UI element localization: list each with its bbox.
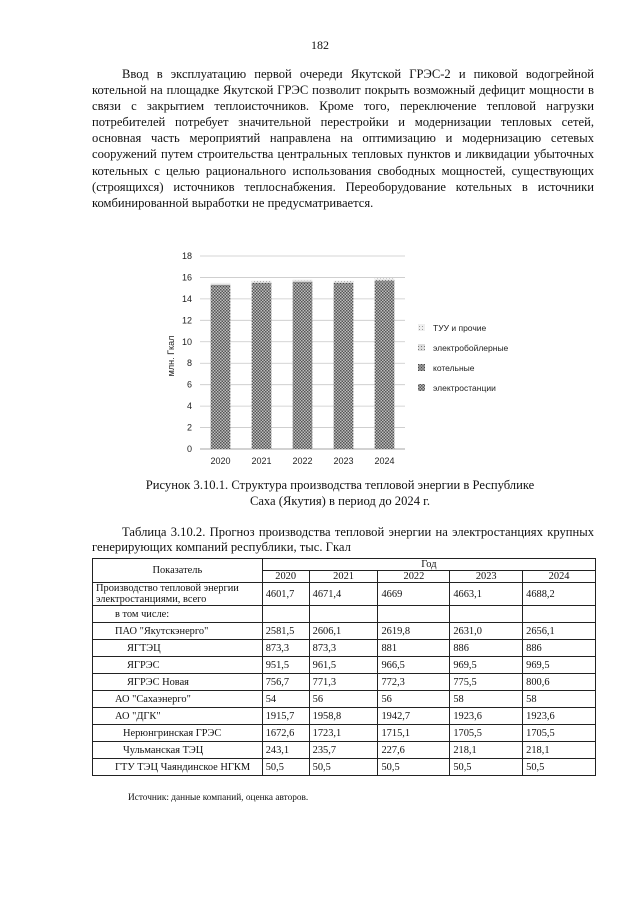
x-tick-label: 2020 <box>210 456 231 466</box>
cell-2022: 50,5 <box>378 759 450 776</box>
legend-label: ТУУ и прочие <box>433 323 487 333</box>
table-row <box>93 606 596 623</box>
cell-2023: 886 <box>450 640 523 657</box>
table-header-row <box>93 559 596 571</box>
cell-2022: 881 <box>378 640 450 657</box>
row-label: ПАО "Якутскэнерго" <box>93 623 263 640</box>
header-year-2024: 2024 <box>523 571 596 583</box>
table-row <box>93 583 596 606</box>
legend-label: электробойлерные <box>433 343 509 353</box>
cell-2021: 50,5 <box>309 759 378 776</box>
table-row <box>93 640 596 657</box>
cell-2023: 2631,0 <box>450 623 523 640</box>
cell-2020: 1672,6 <box>262 725 309 742</box>
bar-segment-электростанции <box>293 285 313 449</box>
cell-2023: 50,5 <box>450 759 523 776</box>
cell-2021: 1723,1 <box>309 725 378 742</box>
table-row <box>93 623 596 640</box>
cell-2024: 218,1 <box>523 742 596 759</box>
y-axis-label: млн. Гкал <box>166 335 176 377</box>
row-label: Чульманская ТЭЦ <box>93 742 263 759</box>
bar-segment-электростанции <box>252 286 272 449</box>
bar-segment-электростанции <box>334 286 354 449</box>
cell-2020 <box>262 606 309 623</box>
header-indicator: Показатель <box>93 559 263 583</box>
x-tick-label: 2023 <box>333 456 354 466</box>
legend-swatch <box>418 344 425 351</box>
page-number: 182 <box>311 38 329 52</box>
bar-segment-котельные <box>334 283 354 286</box>
row-label: Производство тепловой энергии электростанциями, всего <box>93 583 263 606</box>
cell-2021: 873,3 <box>309 640 378 657</box>
cell-2023 <box>450 606 523 623</box>
x-tick-label: 2021 <box>251 456 272 466</box>
cell-2024: 969,5 <box>523 657 596 674</box>
heat-production-table <box>92 558 596 776</box>
legend-label: электростанции <box>433 383 496 393</box>
bar-segment-электробойлерные <box>334 282 354 283</box>
bar-segment-электростанции <box>375 284 395 449</box>
cell-2022: 4669 <box>378 583 450 606</box>
cell-2020: 951,5 <box>262 657 309 674</box>
y-tick-label: 18 <box>181 251 192 261</box>
figure-caption-line-2: Саха (Якутия) в период до 2024 г. <box>249 494 431 508</box>
cell-2021: 2606,1 <box>309 623 378 640</box>
row-label: ЯГРЭС Новая <box>93 674 263 691</box>
table-row <box>93 674 596 691</box>
bar-segment-ТУУ-и-прочие <box>375 279 395 280</box>
header-year: Год <box>262 559 595 571</box>
cell-2022: 56 <box>378 691 450 708</box>
cell-2021 <box>309 606 378 623</box>
source-note: Источник: данные компаний, оценка авторов. <box>128 793 309 803</box>
y-tick-label: 4 <box>186 401 192 412</box>
body-paragraph: Ввод в эксплуатацию первой очереди Якутской ГРЭС-2 и пиковой водогрейной котельной на площадке Якутской ГРЭС позволит покрыть возможный дефицит мощности в связи с закрытием теплоисточников. Кроме того, переключение тепловой нагрузки потребителей потребует значительной перестройки и модернизации тепловых сетей, основная часть мероприятий направлена на оптимизацию и модернизацию сетевых сооружений путем строительства центральных тепловых пунктов и ликвидации убыточных котельных с целью рационального использования свободных мощностей, существующих (строящихся) источников теплоснабжения. Переоборудование котельных в источники комбинированной выработки не предусматривается. <box>92 67 594 210</box>
cell-2023: 4663,1 <box>450 583 523 606</box>
cell-2021: 771,3 <box>309 674 378 691</box>
cell-2021: 235,7 <box>309 742 378 759</box>
cell-2020: 756,7 <box>262 674 309 691</box>
y-tick-label: 8 <box>186 358 192 369</box>
legend-swatch <box>418 364 425 371</box>
cell-2023: 775,5 <box>450 674 523 691</box>
cell-2024 <box>523 606 596 623</box>
bar-segment-котельные <box>375 281 395 284</box>
bar-segment-котельные <box>293 282 313 285</box>
row-label: ЯГРЭС <box>93 657 263 674</box>
header-year-2021: 2021 <box>309 571 378 583</box>
row-label: Нерюнгринская ГРЭС <box>93 725 263 742</box>
cell-2022: 227,6 <box>378 742 450 759</box>
table-row <box>93 708 596 725</box>
bar-segment-ТУУ-и-прочие <box>293 280 313 281</box>
bar-segment-электробойлерные <box>375 280 395 281</box>
table-caption: Таблица 3.10.2. Прогноз производства тепловой энергии на электростанциях крупных генерирующих компаний республики, тыс. Гкал <box>92 525 594 554</box>
bar-segment-ТУУ-и-прочие <box>334 281 354 282</box>
cell-2021: 961,5 <box>309 657 378 674</box>
cell-2022: 1715,1 <box>378 725 450 742</box>
cell-2020: 1915,7 <box>262 708 309 725</box>
cell-2020: 50,5 <box>262 759 309 776</box>
header-year-2020: 2020 <box>262 571 309 583</box>
legend-label: котельные <box>433 363 475 373</box>
table-row <box>93 657 596 674</box>
cell-2023: 1923,6 <box>450 708 523 725</box>
figure-caption-line-1: Рисунок 3.10.1. Структура производства тепловой энергии в Республике <box>145 478 535 492</box>
cell-2021: 56 <box>309 691 378 708</box>
bar-segment-котельные <box>211 285 231 288</box>
cell-2024: 1705,5 <box>523 725 596 742</box>
y-tick-label: 6 <box>186 379 192 390</box>
cell-2020: 2581,5 <box>262 623 309 640</box>
bar-segment-ТУУ-и-прочие <box>211 283 231 284</box>
cell-2022: 1942,7 <box>378 708 450 725</box>
cell-2020: 4601,7 <box>262 583 309 606</box>
bar-segment-электростанции <box>211 288 231 449</box>
row-label: в том числе: <box>93 606 263 623</box>
cell-2024: 800,6 <box>523 674 596 691</box>
cell-2024: 1923,6 <box>523 708 596 725</box>
figure-caption <box>100 477 580 509</box>
row-label: ГТУ ТЭЦ Чаяндинское НГКМ <box>93 759 263 776</box>
row-label: ЯГТЭЦ <box>93 640 263 657</box>
y-tick-label: 14 <box>181 293 192 304</box>
y-tick-label: 16 <box>181 272 192 283</box>
row-label: АО "Сахаэнерго" <box>93 691 263 708</box>
cell-2023: 969,5 <box>450 657 523 674</box>
cell-2022 <box>378 606 450 623</box>
table-row <box>93 691 596 708</box>
table-row <box>93 759 596 776</box>
y-tick-label: 12 <box>181 315 192 326</box>
row-label: АО "ДГК" <box>93 708 263 725</box>
cell-2024: 886 <box>523 640 596 657</box>
x-tick-label: 2024 <box>374 456 395 466</box>
cell-2024: 2656,1 <box>523 623 596 640</box>
y-tick-label: 2 <box>186 422 192 433</box>
cell-2023: 218,1 <box>450 742 523 759</box>
header-year-2022: 2022 <box>378 571 450 583</box>
table-row <box>93 725 596 742</box>
y-tick-label: 10 <box>181 336 192 347</box>
table-row <box>93 742 596 759</box>
cell-2020: 54 <box>262 691 309 708</box>
cell-2022: 2619,8 <box>378 623 450 640</box>
bar-segment-котельные <box>252 283 272 286</box>
cell-2021: 1958,8 <box>309 708 378 725</box>
header-year-2023: 2023 <box>450 571 523 583</box>
x-tick-label: 2022 <box>292 456 313 466</box>
cell-2023: 1705,5 <box>450 725 523 742</box>
bar-segment-электробойлерные <box>252 282 272 283</box>
bar-segment-электробойлерные <box>293 281 313 282</box>
y-tick-label: 0 <box>186 444 192 454</box>
cell-2024: 58 <box>523 691 596 708</box>
bar-segment-электробойлерные <box>211 284 231 285</box>
cell-2021: 4671,4 <box>309 583 378 606</box>
cell-2023: 58 <box>450 691 523 708</box>
cell-2022: 966,5 <box>378 657 450 674</box>
cell-2020: 873,3 <box>262 640 309 657</box>
legend-swatch <box>418 324 425 331</box>
legend-swatch <box>418 384 425 391</box>
cell-2024: 50,5 <box>523 759 596 776</box>
cell-2020: 243,1 <box>262 742 309 759</box>
bar-segment-ТУУ-и-прочие <box>252 281 272 282</box>
cell-2022: 772,3 <box>378 674 450 691</box>
heat-production-chart <box>160 244 580 474</box>
cell-2024: 4688,2 <box>523 583 596 606</box>
